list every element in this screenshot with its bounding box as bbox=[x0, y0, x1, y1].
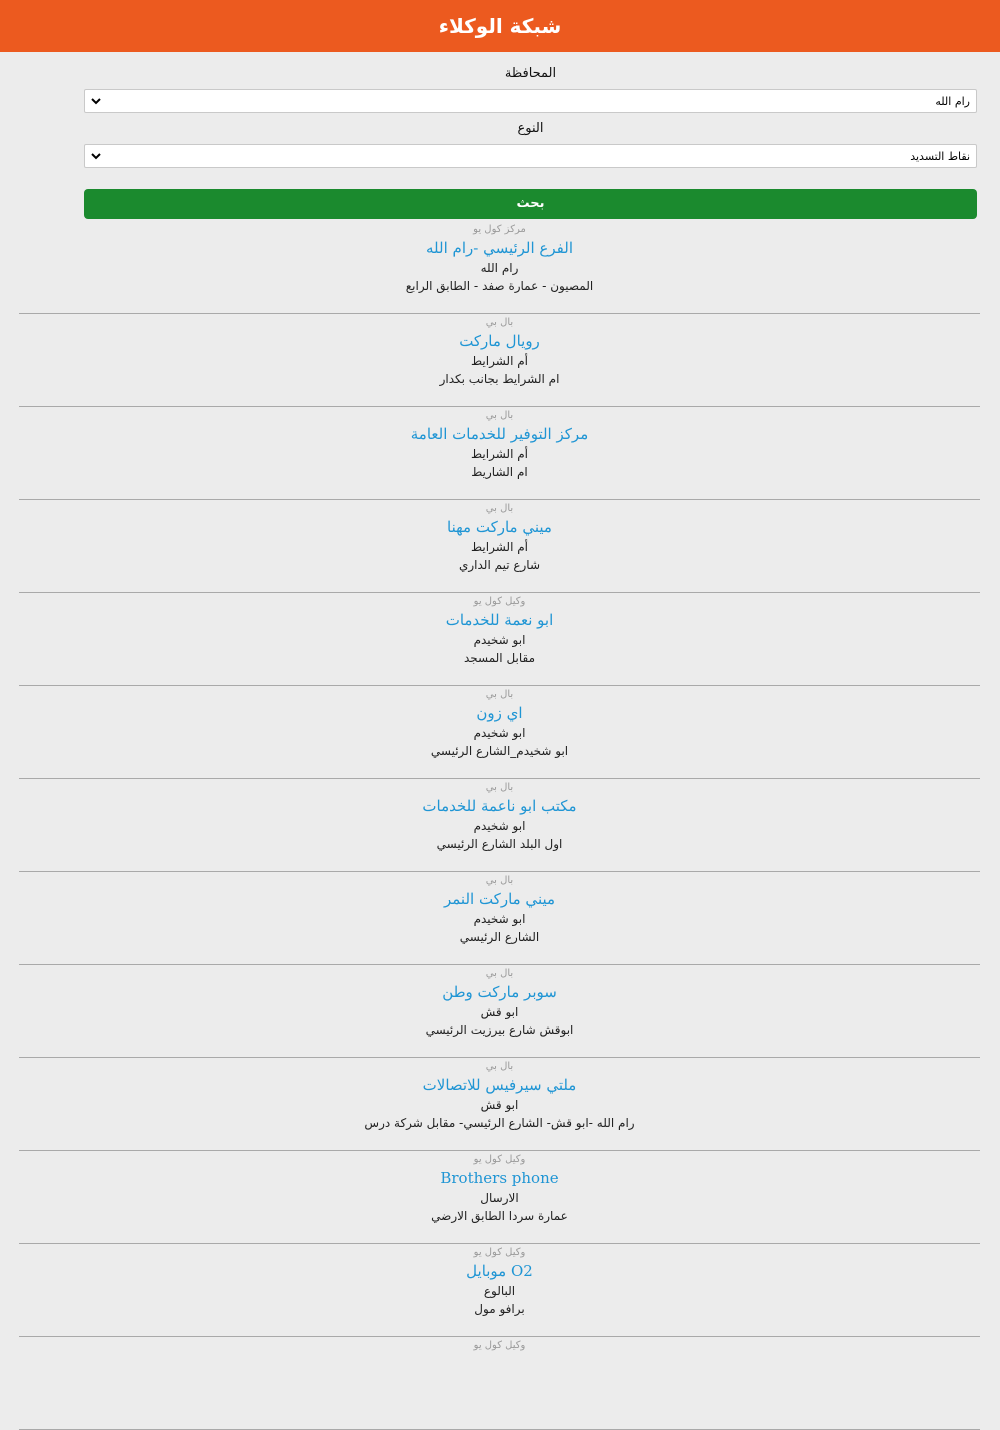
agent-type: بال بي bbox=[485, 1061, 514, 1072]
agent-address: الشارع الرئيسي bbox=[459, 930, 540, 944]
agent-name: ميني ماركت مهنا bbox=[447, 518, 552, 536]
agent-name: Brothers phone bbox=[440, 1169, 559, 1187]
agent-name: O2 موبايل bbox=[466, 1262, 533, 1280]
governorate-label: المحافظة bbox=[504, 66, 557, 81]
agent-list-item[interactable] bbox=[19, 1337, 980, 1430]
agent-list-item[interactable] bbox=[19, 500, 980, 593]
agent-type: مركز كول يو bbox=[473, 224, 526, 235]
agent-list-item[interactable] bbox=[19, 686, 980, 779]
agent-type: بال بي bbox=[485, 503, 514, 514]
agent-type: وكيل كول يو bbox=[473, 1154, 526, 1165]
agent-list-item[interactable] bbox=[19, 593, 980, 686]
agent-name: الفرع الرئيسي -رام الله bbox=[426, 239, 573, 257]
agent-name: مكتب ابو ناعمة للخدمات bbox=[422, 797, 577, 815]
agent-area: أم الشرايط bbox=[471, 354, 528, 368]
agent-area: أم الشرايط bbox=[471, 447, 528, 461]
agent-list bbox=[19, 221, 980, 1430]
agent-name: ابو نعمة للخدمات bbox=[445, 611, 554, 629]
agent-address: اول البلد الشارع الرئيسي bbox=[436, 837, 563, 851]
agent-list-item[interactable] bbox=[19, 872, 980, 965]
agent-area: ابو شخيدم bbox=[473, 819, 526, 833]
agent-area: البالوع bbox=[483, 1284, 516, 1298]
agent-area: ابو شخيدم bbox=[473, 633, 526, 647]
agent-list-item[interactable] bbox=[19, 314, 980, 407]
agent-area: الارسال bbox=[480, 1191, 519, 1205]
chevron-down-icon bbox=[90, 95, 102, 107]
agent-address: المصيون - عمارة صفد - الطابق الرابع bbox=[405, 279, 594, 293]
agent-area: ابو شخيدم bbox=[473, 726, 526, 740]
governorate-select[interactable] bbox=[84, 89, 977, 113]
agent-area: ابو شخيدم bbox=[473, 912, 526, 926]
page-header bbox=[0, 0, 1000, 52]
agent-name: مركز التوفير للخدمات العامة bbox=[410, 425, 589, 443]
search-button[interactable]: بحث bbox=[84, 189, 977, 219]
agent-list-item[interactable] bbox=[19, 1058, 980, 1151]
governorate-select-value: رام الله bbox=[935, 95, 970, 108]
agent-name: رويال ماركت bbox=[459, 332, 540, 350]
agent-type: بال بي bbox=[485, 689, 514, 700]
agent-list-item[interactable] bbox=[19, 1244, 980, 1337]
agent-name: ميني ماركت النمر bbox=[443, 890, 556, 908]
agent-address: عمارة سردا الطابق الارضي bbox=[431, 1209, 568, 1223]
type-select[interactable] bbox=[84, 144, 977, 168]
agent-type: بال بي bbox=[485, 317, 514, 328]
agent-area: أم الشرايط bbox=[471, 540, 528, 554]
agent-name bbox=[19, 1353, 980, 1375]
agent-address: ابو شخيدم_الشارع الرئيسي bbox=[430, 744, 569, 758]
agent-address: شارع تيم الداري bbox=[458, 558, 541, 572]
agent-area: ابو قش bbox=[480, 1098, 519, 1112]
agent-address: مقابل المسجد bbox=[463, 651, 536, 665]
agent-name: سوبر ماركت وطن bbox=[442, 983, 557, 1001]
agent-address: رام الله -ابو قش- الشارع الرئيسي- مقابل شركة درس bbox=[364, 1116, 635, 1130]
agent-area: ابو قش bbox=[480, 1005, 519, 1019]
agent-address: ام الشرايط بجانب بكدار bbox=[439, 372, 560, 386]
agent-type: بال بي bbox=[485, 968, 514, 979]
chevron-down-icon bbox=[90, 150, 102, 162]
agent-list-item[interactable] bbox=[19, 779, 980, 872]
agent-type: بال بي bbox=[485, 782, 514, 793]
agent-address bbox=[19, 1393, 980, 1411]
agent-type: وكيل كول يو bbox=[473, 1247, 526, 1258]
agent-type: وكيل كول يو bbox=[473, 1340, 526, 1351]
agent-list-item[interactable] bbox=[19, 1151, 980, 1244]
agent-type: بال بي bbox=[485, 875, 514, 886]
agent-area: رام الله bbox=[480, 261, 519, 275]
agent-type: بال بي bbox=[485, 410, 514, 421]
agent-type: وكيل كول يو bbox=[473, 596, 526, 607]
agent-name: ملتي سيرفيس للاتصالات bbox=[422, 1076, 577, 1094]
agent-list-item[interactable] bbox=[19, 407, 980, 500]
type-label: النوع bbox=[517, 121, 544, 136]
page-title: شبكة الوكلاء bbox=[438, 14, 562, 38]
agent-area bbox=[19, 1375, 980, 1393]
type-select-value: نقاط التسديد bbox=[910, 150, 970, 163]
agent-name: اي زون bbox=[476, 704, 523, 722]
agent-address: ابوقش شارع بيرزيت الرئيسي bbox=[425, 1023, 574, 1037]
agent-address: ام الشاريط bbox=[471, 465, 528, 479]
agent-address: برافو مول bbox=[474, 1302, 525, 1316]
agent-list-item[interactable] bbox=[19, 221, 980, 314]
agent-list-item[interactable] bbox=[19, 965, 980, 1058]
